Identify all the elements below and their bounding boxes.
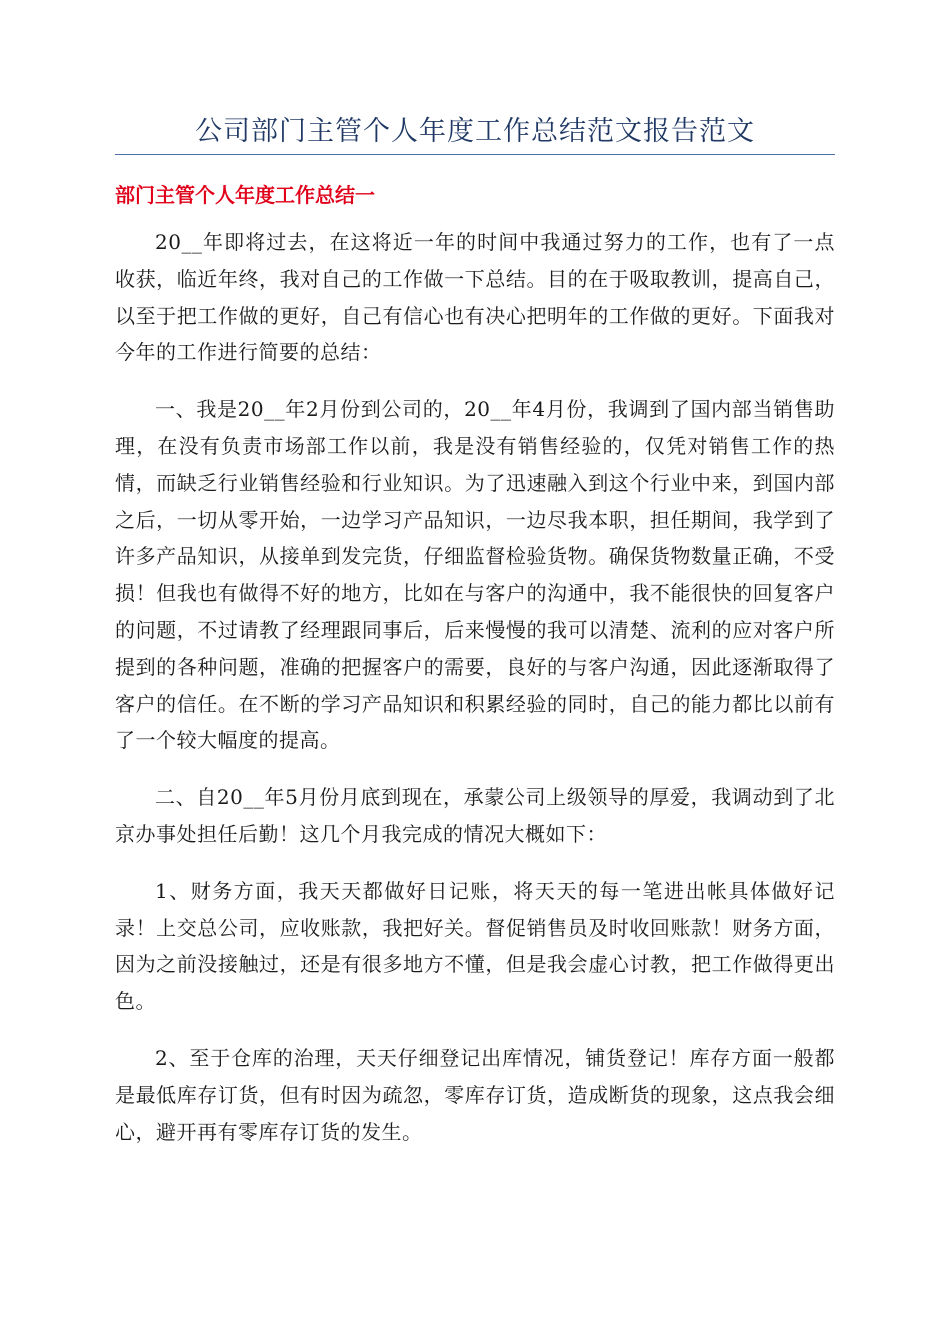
paragraph-section-one: 一、我是20__年2月份到公司的，20__年4月份，我调到了国内部当销售助理，在没有负责市场部工作以前，我是没有销售经验的，仅凭对销售工作的热情，而缺乏行业销售经验和行业知识。为了迅速融入到这个行业中来，到国内部之后，一切从零开始，一边学习产品知识，一边尽我本职，担任期间，我学到了许多产品知识，从接单到发完货，仔细监督检验货物。确保货物数量正确，不受损！但我也有做得不好的地方，比如在与客户的沟通中，我不能很快的回复客户的问题，不过请教了经理跟同事后，后来慢慢的我可以清楚、流利的应对客户所提到的各种问题，准确的把握客户的需要，良好的与客户沟通，因此逐渐取得了客户的信任。在不断的学习产品知识和积累经验的同时，自己的能力都比以前有了一个较大幅度的提高。 [115, 397, 835, 753]
section-heading: 部门主管个人年度工作总结一 [115, 183, 375, 207]
paragraph-finance: 1、财务方面，我天天都做好日记账，将天天的每一笔进出帐具体做好记录！上交总公司，应收账款，我把好关。督促销售员及时收回账款！财务方面，因为之前没接触过，还是有很多地方不懂，但是我会虚心讨教，把工作做得更出色。 [115, 878, 835, 1014]
paragraph-warehouse: 2、至于仓库的治理，天天仔细登记出库情况，铺货登记！库存方面一般都是最低库存订货，但有时因为疏忽，零库存订货，造成断货的现象，这点我会细心，避开再有零库存订货的发生。 [115, 1045, 835, 1144]
paragraph-section-two: 二、自20__年5月份月底到现在，承蒙公司上级领导的厚爱，我调动到了北京办事处担任后勤！这几个月我完成的情况大概如下： [115, 785, 835, 846]
document-title: 公司部门主管个人年度工作总结范文报告范文 [195, 116, 755, 147]
title-underline [115, 154, 835, 155]
paragraph-intro: 20__年即将过去，在这将近一年的时间中我通过努力的工作，也有了一点收获，临近年终，我对自己的工作做一下总结。目的在于吸取教训，提高自己，以至于把工作做的更好，自己有信心也有决心把明年的工作做的更好。下面我对今年的工作进行简要的总结： [115, 230, 835, 365]
document-body [115, 224, 835, 1170]
